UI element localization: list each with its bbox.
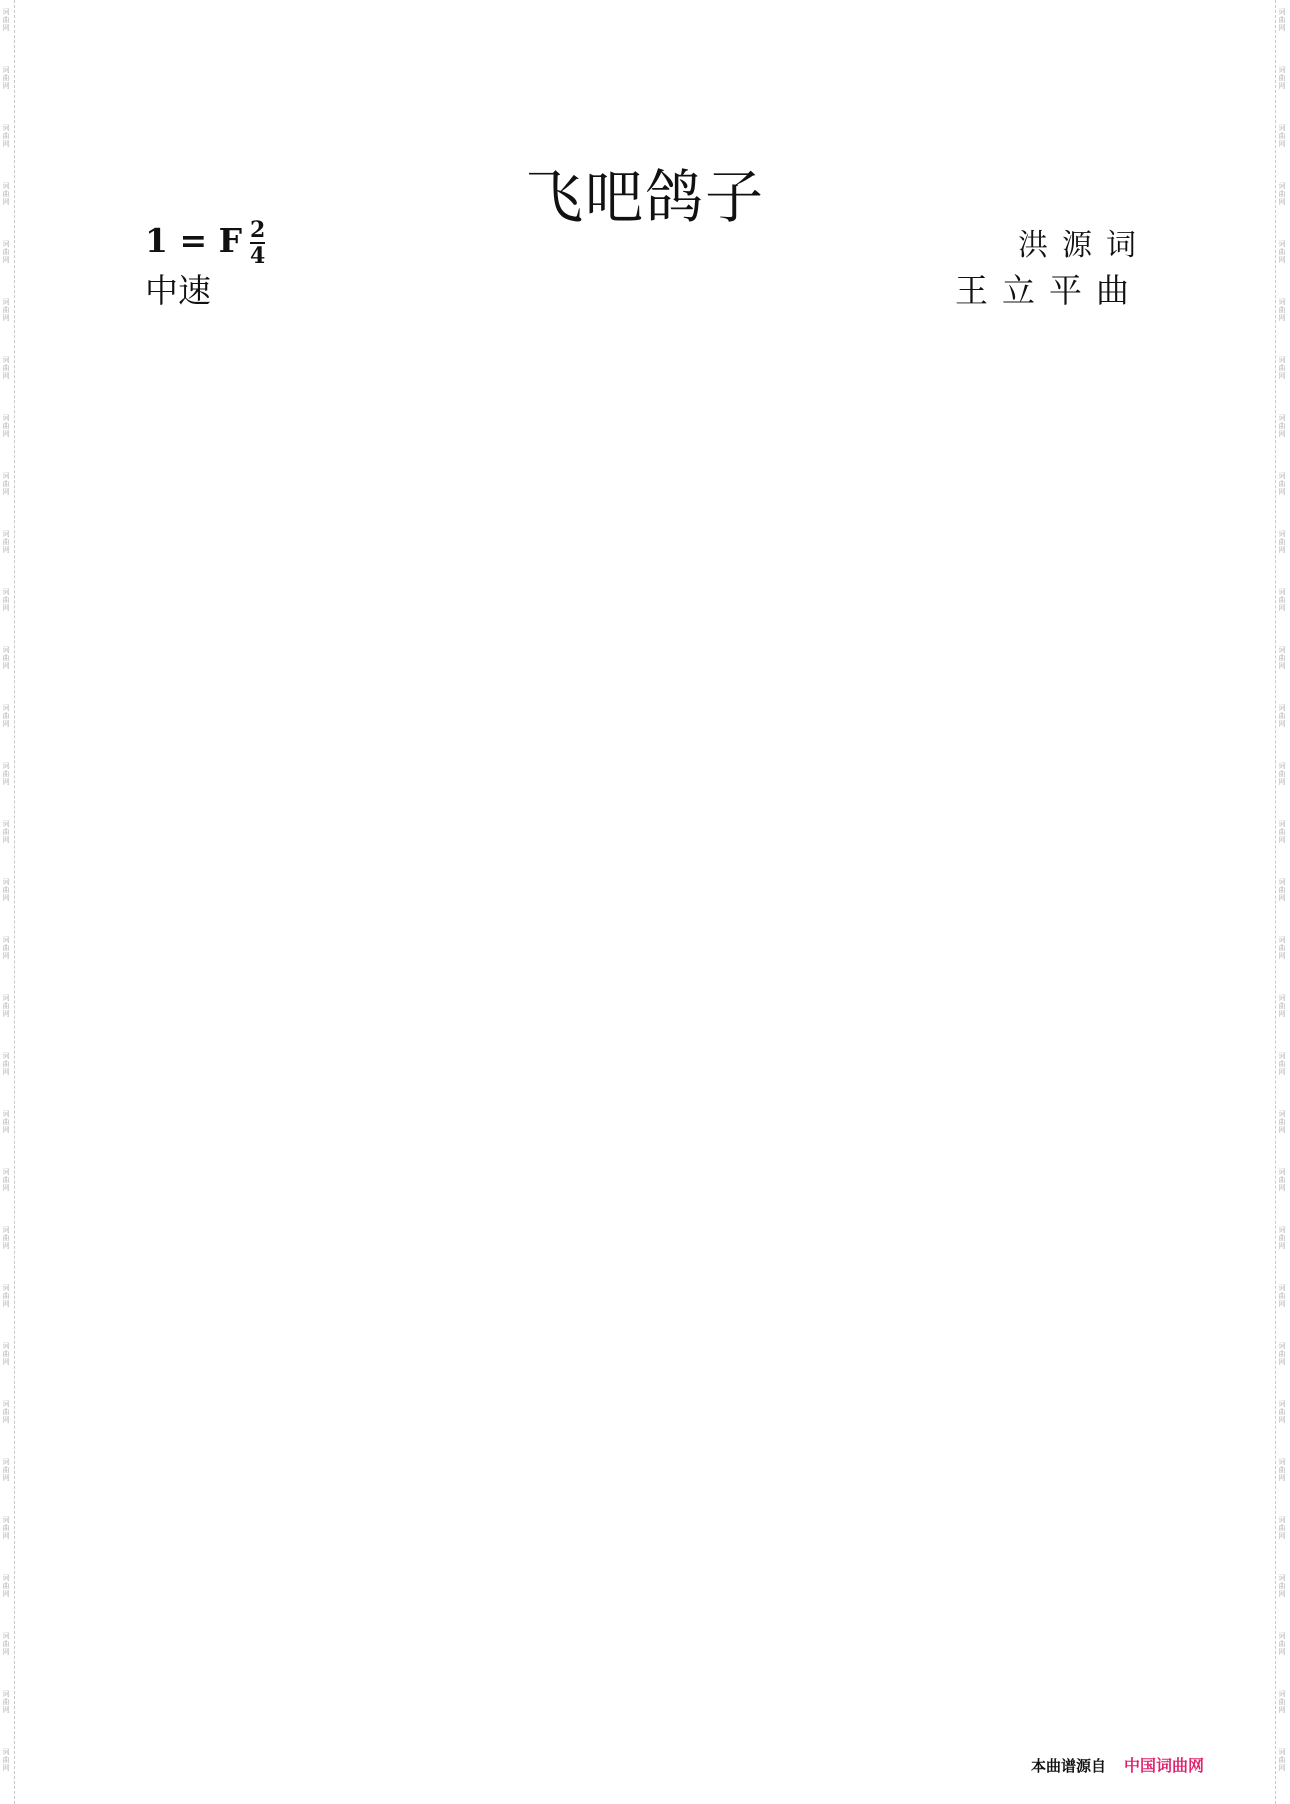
- notation-system-1: [140, 345, 1150, 405]
- watermark-text: 词曲网: [2, 1748, 10, 1772]
- watermark-text: 词曲网: [1278, 530, 1286, 554]
- key-label: 1 = F: [145, 221, 243, 260]
- watermark-text: 词曲网: [2, 182, 10, 206]
- watermark-text: 词曲网: [2, 1690, 10, 1714]
- time-top: 2: [250, 217, 266, 243]
- watermark-text: 词曲网: [1278, 646, 1286, 670]
- tempo-marking: 中速: [145, 271, 211, 310]
- notation-system-3: [140, 595, 1150, 655]
- watermark-text: 词曲网: [2, 66, 10, 90]
- watermark-text: 词曲网: [2, 1226, 10, 1250]
- watermark-text: 词曲网: [2, 1110, 10, 1134]
- lyric-line-3: [140, 655, 1150, 699]
- lyric-line-4a: [140, 808, 1150, 852]
- watermark-text: 词曲网: [1278, 182, 1286, 206]
- watermark-text: 词曲网: [2, 1400, 10, 1424]
- watermark-text: 词曲网: [2, 878, 10, 902]
- watermark-text: 词曲网: [1278, 1284, 1286, 1308]
- watermark-text: 词曲网: [1278, 1110, 1286, 1134]
- watermark-text: 词曲网: [2, 1516, 10, 1540]
- watermark-text: 词曲网: [1278, 298, 1286, 322]
- watermark-text: 词曲网: [1278, 762, 1286, 786]
- watermark-text: 词曲网: [1278, 414, 1286, 438]
- watermark-text: 词曲网: [2, 356, 10, 380]
- watermark-text: 词曲网: [1278, 1690, 1286, 1714]
- watermark-text: 词曲网: [2, 8, 10, 32]
- watermark-text: 词曲网: [1278, 1226, 1286, 1250]
- watermark-text: 词曲网: [2, 704, 10, 728]
- watermark-text: 词曲网: [1278, 704, 1286, 728]
- watermark-text: 词曲网: [2, 1574, 10, 1598]
- right-watermark-strip: [1275, 0, 1290, 1804]
- watermark-text: 词曲网: [2, 414, 10, 438]
- watermark-text: 词曲网: [1278, 1458, 1286, 1482]
- composer-credit: 王立平曲: [955, 271, 1143, 310]
- watermark-text: 词曲网: [2, 298, 10, 322]
- watermark-text: 词曲网: [1278, 8, 1286, 32]
- watermark-text: 词曲网: [1278, 994, 1286, 1018]
- watermark-text: 词曲网: [2, 1458, 10, 1482]
- lyric-line-7a: [140, 1395, 1150, 1439]
- notation-system-4: [140, 745, 1150, 805]
- watermark-text: 词曲网: [1278, 1168, 1286, 1192]
- watermark-text: 词曲网: [2, 762, 10, 786]
- time-bottom: 4: [250, 243, 266, 269]
- lyric-line-6a: [140, 1205, 1150, 1249]
- watermark-text: 词曲网: [2, 820, 10, 844]
- watermark-text: 词曲网: [1278, 124, 1286, 148]
- left-watermark-strip: [0, 0, 15, 1804]
- watermark-text: 词曲网: [2, 588, 10, 612]
- notation-system-6: [140, 1140, 1150, 1200]
- watermark-text: 词曲网: [1278, 1052, 1286, 1076]
- watermark-text: 词曲网: [2, 530, 10, 554]
- watermark-text: 词曲网: [2, 1284, 10, 1308]
- watermark-text: 词曲网: [1278, 240, 1286, 264]
- watermark-text: 词曲网: [2, 646, 10, 670]
- watermark-text: 词曲网: [2, 240, 10, 264]
- lyric-line-2: [140, 502, 1150, 546]
- watermark-text: 词曲网: [1278, 820, 1286, 844]
- watermark-text: 词曲网: [1278, 878, 1286, 902]
- lyric-line-5a: [140, 1010, 1150, 1054]
- site-link[interactable]: 中国词曲网: [1123, 1756, 1204, 1775]
- watermark-text: 词曲网: [1278, 356, 1286, 380]
- lyric-line-4b: [140, 854, 1150, 898]
- watermark-text: 词曲网: [1278, 1632, 1286, 1656]
- watermark-text: 词曲网: [1278, 588, 1286, 612]
- lyric-line-6b: [140, 1250, 1150, 1294]
- source-footer: [1031, 1753, 1204, 1776]
- watermark-text: 词曲网: [1278, 1748, 1286, 1772]
- watermark-text: 词曲网: [2, 1168, 10, 1192]
- watermark-text: 词曲网: [2, 1632, 10, 1656]
- watermark-text: 词曲网: [1278, 1574, 1286, 1598]
- watermark-text: 词曲网: [1278, 1342, 1286, 1366]
- lyric-line-5b: [140, 1055, 1150, 1099]
- lyric-line-8b: [140, 1625, 1150, 1669]
- watermark-text: 词曲网: [1278, 472, 1286, 496]
- song-title: 飞吧鸽子: [524, 163, 765, 231]
- watermark-text: 词曲网: [2, 1342, 10, 1366]
- watermark-text: 词曲网: [2, 472, 10, 496]
- watermark-text: 词曲网: [2, 994, 10, 1018]
- lyricist-credit: 洪源词: [1018, 228, 1150, 263]
- lyric-line-7b: [140, 1440, 1150, 1484]
- watermark-text: 词曲网: [1278, 1516, 1286, 1540]
- source-label: 本曲谱源自: [1030, 1757, 1106, 1775]
- watermark-text: 词曲网: [2, 1052, 10, 1076]
- lyric-line-8a: [140, 1580, 1150, 1624]
- watermark-text: 词曲网: [1278, 1400, 1286, 1424]
- watermark-text: 词曲网: [2, 124, 10, 148]
- notation-system-8: [140, 1520, 1150, 1580]
- watermark-text: 词曲网: [2, 936, 10, 960]
- watermark-text: 词曲网: [1278, 936, 1286, 960]
- notation-system-2: [140, 445, 1150, 505]
- watermark-text: 词曲网: [1278, 66, 1286, 90]
- notation-system-5: [140, 945, 1150, 1005]
- notation-system-7: [140, 1330, 1150, 1390]
